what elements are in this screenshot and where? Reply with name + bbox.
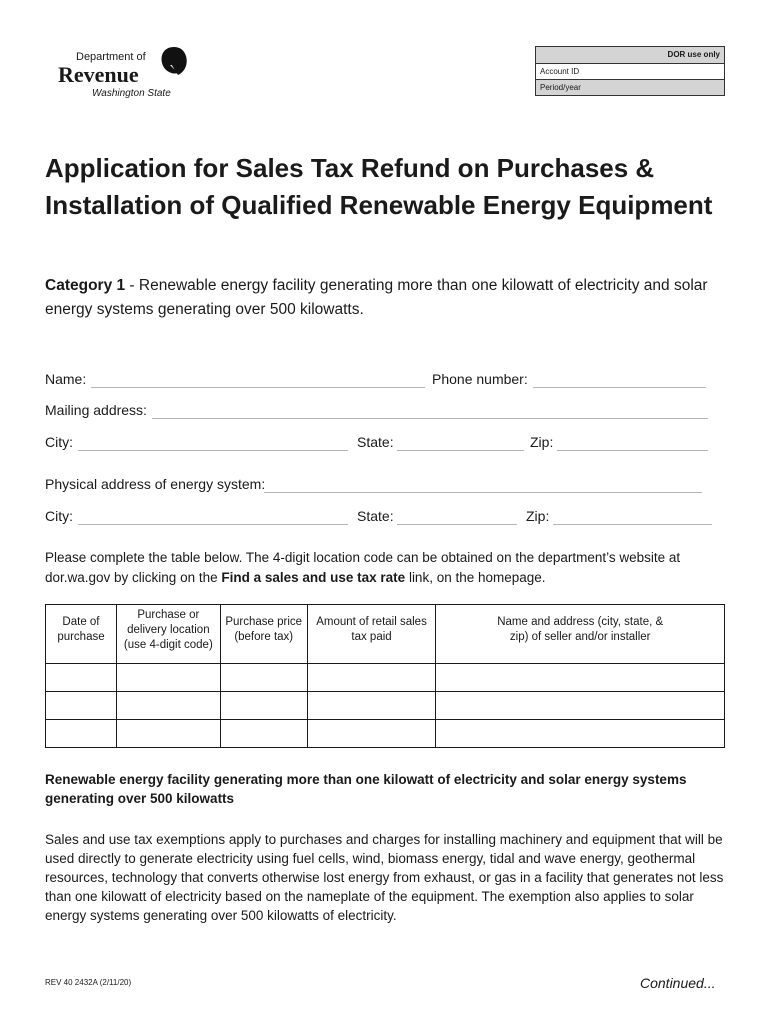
physical-city-label: City: [45, 508, 73, 524]
section-heading: Renewable energy facility generating more than one kilowatt of electricity and solar energy systems generating over 500 kilowatts [45, 772, 687, 806]
table-cell[interactable] [307, 664, 436, 692]
find-tax-rate-link: Find a sales and use tax rate [221, 570, 406, 585]
col-seller-header: Name and address (city, state, & zip) of seller and/or installer [436, 605, 725, 664]
table-row [46, 664, 725, 692]
physical-zip-input[interactable] [553, 524, 712, 525]
table-instructions [45, 548, 735, 588]
col-location-header: Purchase or delivery location (use 4-digit code) [116, 605, 220, 664]
revenue-swirl-icon [158, 45, 190, 81]
account-id-field[interactable]: Account ID [536, 63, 724, 79]
continued-text: Continued... [640, 975, 716, 991]
table-cell[interactable] [46, 692, 117, 720]
table-cell[interactable] [46, 720, 117, 748]
name-label: Name: [45, 371, 87, 387]
phone-label: Phone number: [432, 371, 528, 387]
table-cell[interactable] [116, 692, 220, 720]
exemption-paragraph: Sales and use tax exemptions apply to purchases and charges for installing machinery and equipment that will be used directly to generate electricity using fuel cells, wind, biomass energy, tidal and wave energy, geothermal resources, technology that converts otherwise lost energy from exhaust, or gas in a facility that generates not less than one kilowatt of electricity based on the nameplate of the equipment. The exemption also applies to solar energy systems generating over 500 kilowatts of electricity. [45, 832, 724, 923]
purchases-table [45, 604, 725, 748]
form-code: REV 40 2432A (2/11/20) [45, 978, 132, 987]
instructions-part2: link, on the homepage. [405, 570, 546, 585]
table-cell[interactable] [116, 720, 220, 748]
table-header-row [46, 605, 725, 664]
physical-state-input[interactable] [397, 524, 517, 525]
table-cell[interactable] [436, 720, 725, 748]
category-label: Category 1 [45, 277, 126, 294]
logo-revenue-text: Revenue [58, 62, 139, 87]
state-label: State: [357, 434, 394, 450]
zip-label: Zip: [530, 434, 554, 450]
instructions-part1: Please complete the table below. The 4-digit location code can be obtained on the department’s website at dor.wa.gov by clicking on the [45, 550, 681, 585]
physical-state-label: State: [357, 508, 394, 524]
city-label: City: [45, 434, 73, 450]
physical-zip-label: Zip: [526, 508, 550, 524]
state-input[interactable] [397, 450, 524, 451]
table-cell[interactable] [220, 692, 307, 720]
table-row [46, 692, 725, 720]
col-price-header: Purchase price (before tax) [220, 605, 307, 664]
table-cell[interactable] [307, 720, 436, 748]
table-row [46, 720, 725, 748]
table-cell[interactable] [220, 664, 307, 692]
physical-address-input[interactable] [264, 492, 702, 493]
category-description [45, 274, 735, 322]
mailing-address-input[interactable] [152, 418, 708, 419]
mailing-address-label: Mailing address: [45, 402, 147, 418]
city-input[interactable] [78, 450, 348, 451]
table-cell[interactable] [436, 664, 725, 692]
category-text: - Renewable energy facility generating more than one kilowatt of electricity and solar energy systems generating over 500 kilowatts. [45, 277, 708, 318]
dor-use-only-box [535, 46, 725, 96]
table-cell[interactable] [307, 692, 436, 720]
table-cell[interactable] [46, 664, 117, 692]
physical-address-label: Physical address of energy system: [45, 476, 266, 492]
col-date-header: Date of purchase [46, 605, 117, 664]
table-cell[interactable] [220, 720, 307, 748]
phone-input[interactable] [533, 387, 706, 388]
dor-use-only-header: DOR use only [536, 47, 724, 63]
dor-logo [58, 45, 198, 103]
table-cell[interactable] [116, 664, 220, 692]
col-tax-paid-header: Amount of retail sales tax paid [307, 605, 436, 664]
name-input[interactable] [91, 387, 425, 388]
logo-department-text: Department of [76, 51, 146, 63]
physical-city-input[interactable] [78, 524, 348, 525]
table-cell[interactable] [436, 692, 725, 720]
zip-input[interactable] [557, 450, 708, 451]
page-title: Application for Sales Tax Refund on Purchases & Installation of Qualified Renewable Energy Equipment [45, 153, 713, 220]
logo-state-text: Washington State [92, 88, 171, 99]
period-year-field[interactable]: Period/year [536, 79, 724, 95]
